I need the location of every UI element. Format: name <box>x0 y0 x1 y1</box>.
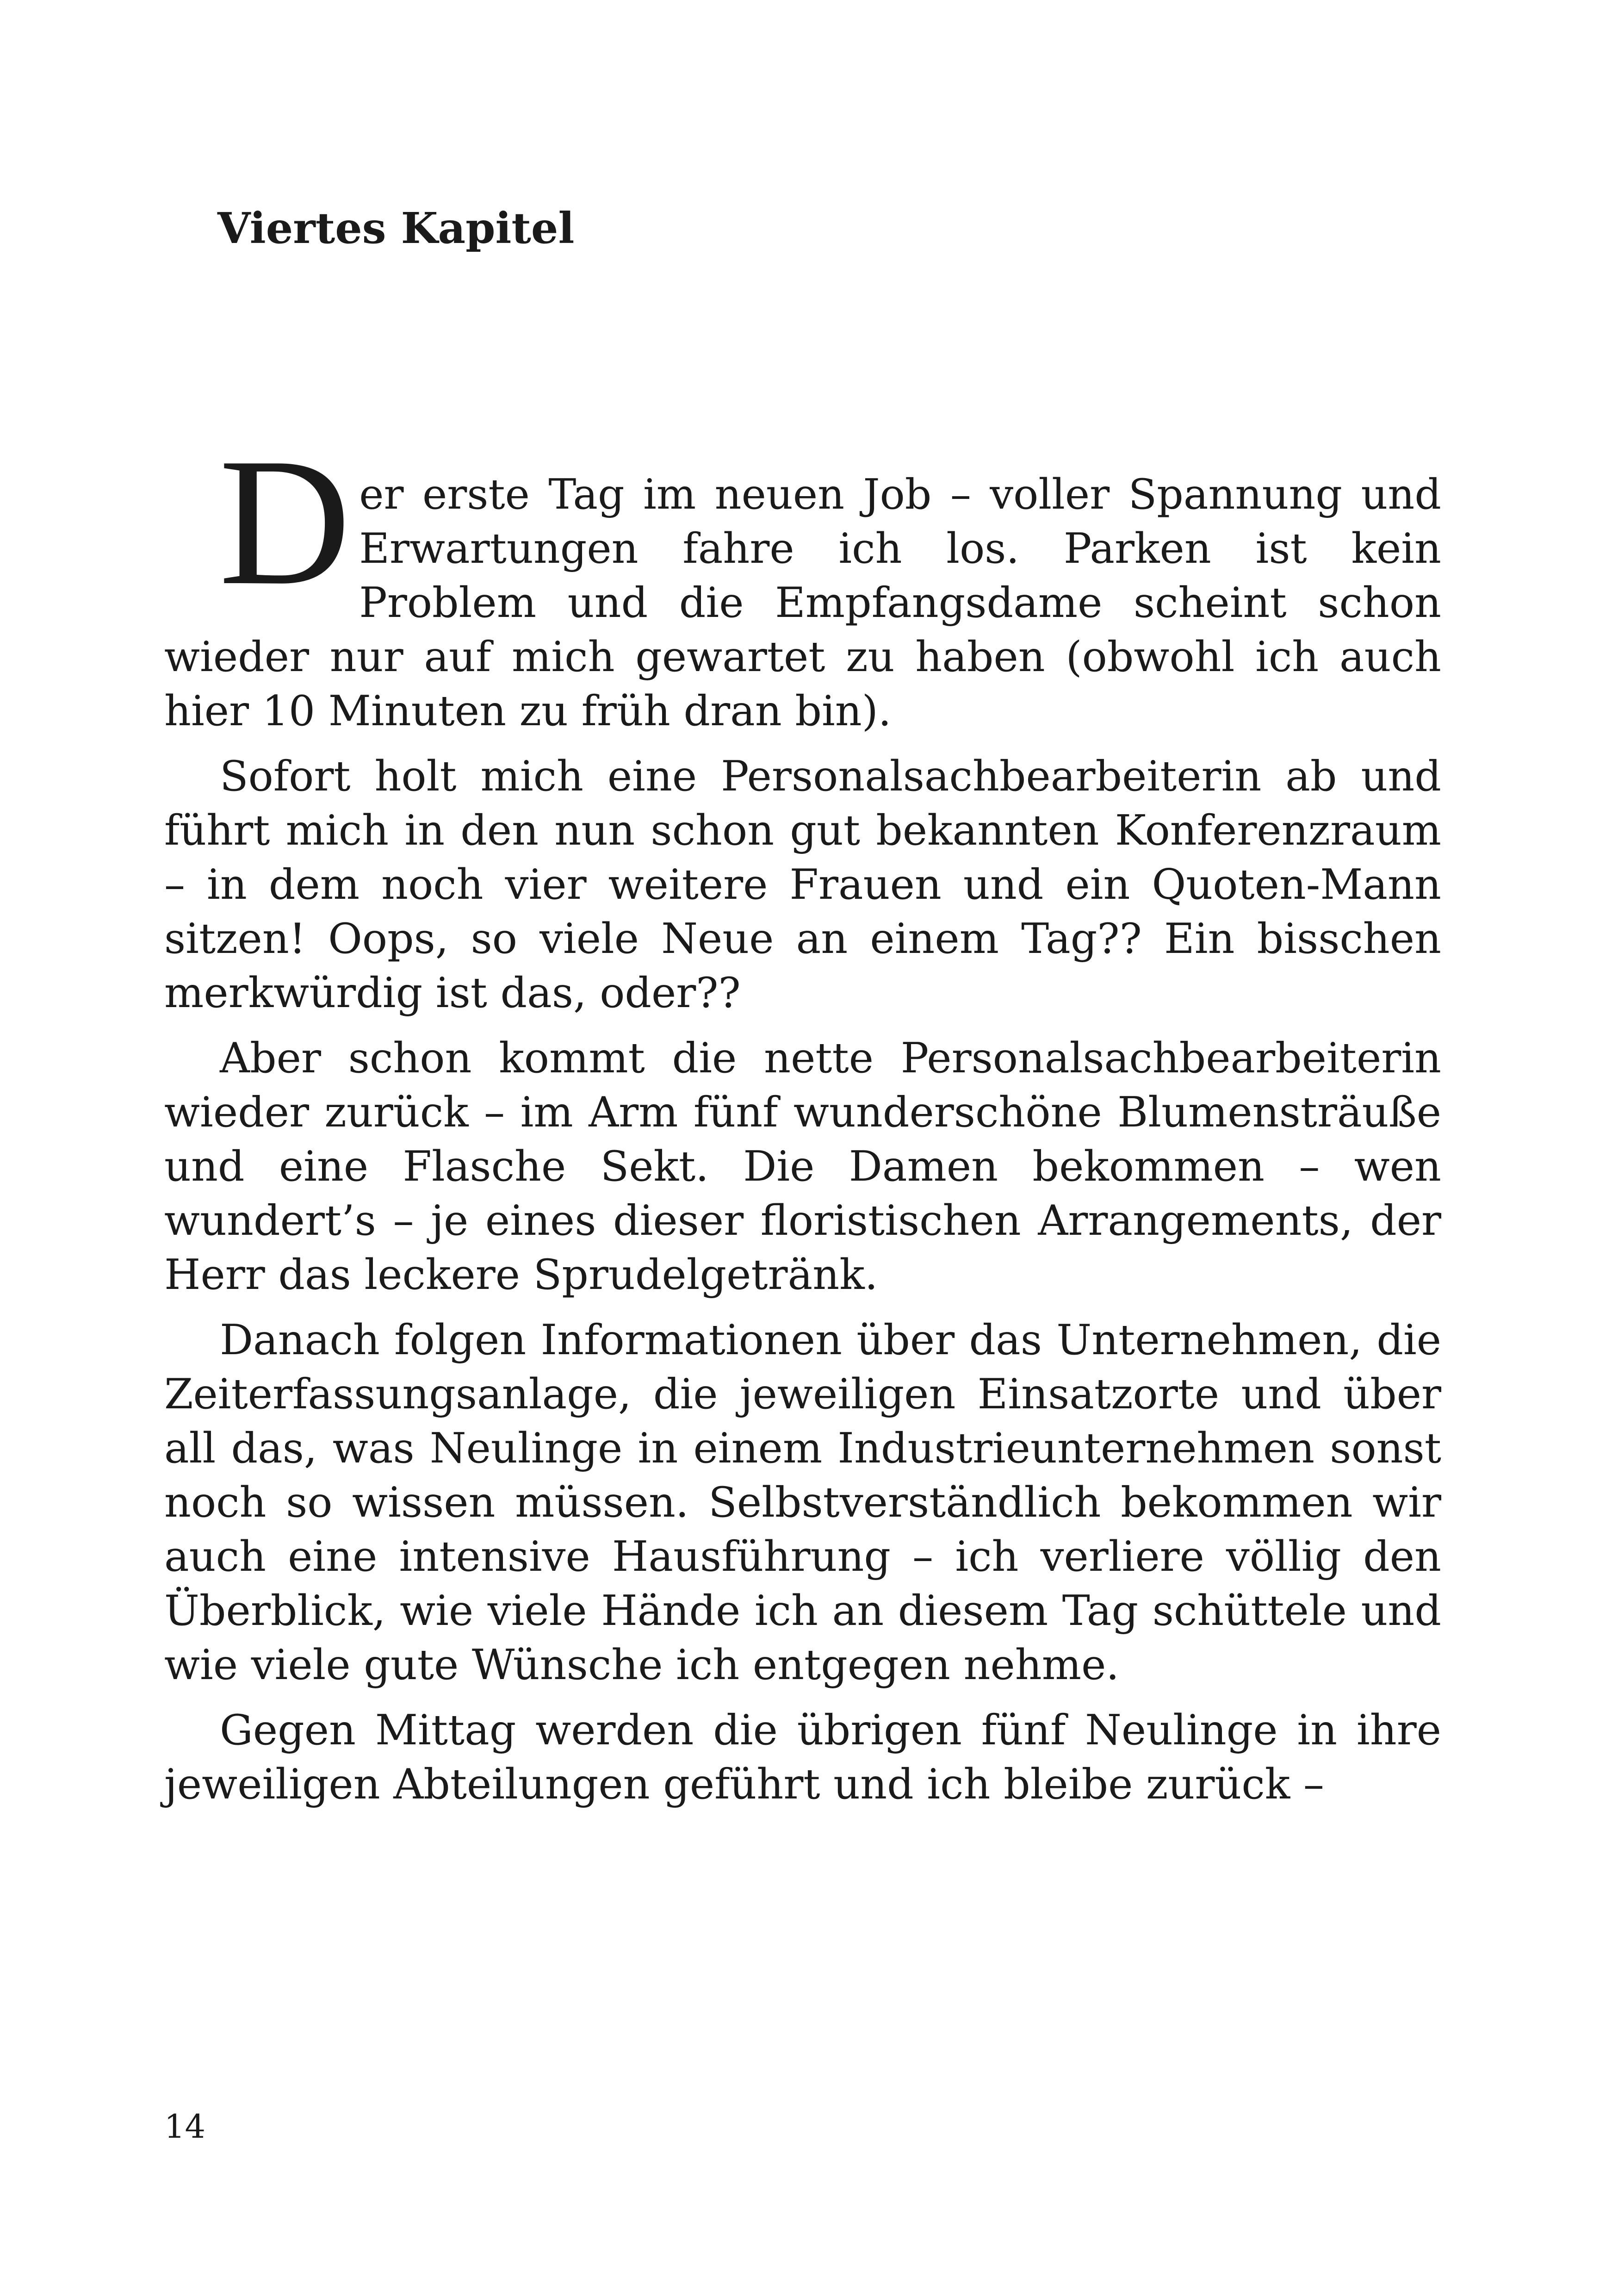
paragraph-4: Danach folgen Informationen über das Unternehmen, die Zeiterfassungsanlage, die jeweiligen Einsatzorte und über all das, was Neulinge in einem Industrieunternehmen sonst noch so wissen müssen. Selbstverständlich bekommen wir auch eine intensive Hausführung – ich verliere völlig den Überblick, wie viele Hände ich an diesem Tag schüttele und wie viele gute Wünsche ich entgegen nehme. <box>164 1316 1441 1689</box>
chapter-title: Viertes Kapitel <box>217 203 575 253</box>
paragraph-5: Gegen Mittag werden die übrigen fünf Neulinge in ihre jeweiligen Abteilungen geführt und ich bleibe zurück – <box>164 1706 1441 1809</box>
paragraph-1 <box>164 421 1441 738</box>
drop-cap: D <box>219 421 351 623</box>
body-text <box>164 421 1441 1823</box>
paragraph-1-text: er erste Tag im neuen Job – voller Spannung und Erwartungen fahre ich los. Parken ist kein Problem und die Empfangsdame scheint schon wieder nur auf mich gewartet zu haben (obwohl ich auch hier 10 Minuten zu früh dran bin). <box>164 470 1441 735</box>
page-number: 14 <box>164 2108 206 2146</box>
paragraph-3: Aber schon kommt die nette Personalsachbearbeiterin wieder zurück – im Arm fünf wunderschöne Blumensträuße und eine Flasche Sekt. Die Damen bekommen – wen wundert’s – je eines dieser floristischen Arrangements, der Herr das leckere Sprudelgetränk. <box>164 1034 1441 1299</box>
paragraph-2: Sofort holt mich eine Personalsachbearbeiterin ab und führt mich in den nun schon gut bekannten Konferenzraum – in dem noch vier weitere Frauen und ein Quoten-Mann sitzen! Oops, so viele Neue an einem Tag?? Ein bisschen merkwürdig ist das, oder?? <box>164 752 1441 1017</box>
